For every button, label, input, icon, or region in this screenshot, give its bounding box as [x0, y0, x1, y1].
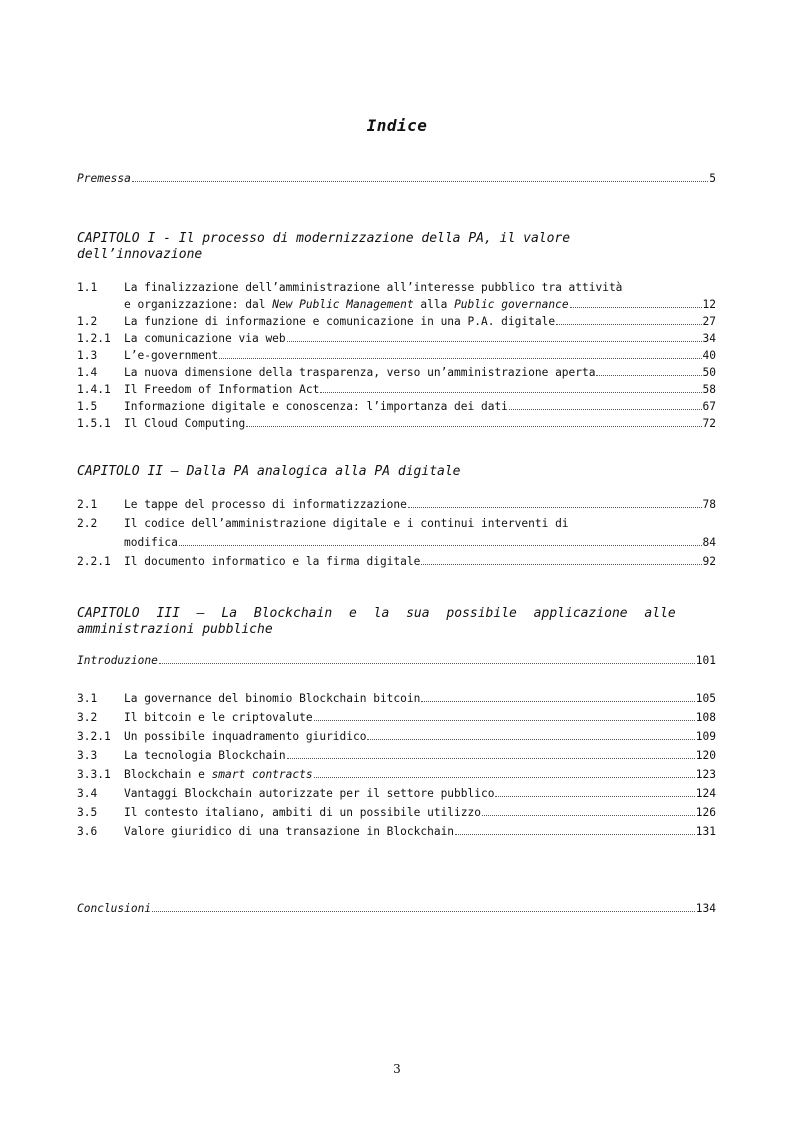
toc-number: 2.2 [77, 517, 98, 530]
toc-label: Conclusioni [77, 902, 152, 915]
dot-leader [320, 391, 701, 393]
toc-page: 58 [702, 383, 716, 396]
dot-leader [596, 374, 701, 376]
toc-entry-1-3[interactable] [77, 348, 716, 363]
dot-leader [570, 306, 702, 308]
toc-number: 1.2.1 [77, 332, 111, 345]
toc-page: 12 [702, 298, 716, 311]
toc-label: Un possibile inquadramento giuridico [124, 730, 367, 743]
toc-label: Premessa [77, 172, 131, 185]
toc-page: 131 [695, 825, 716, 838]
page-number: 3 [393, 1062, 401, 1076]
toc-entry-1-4[interactable] [77, 365, 716, 380]
toc-number: 1.4 [77, 366, 98, 379]
toc-number: 1.2 [77, 315, 98, 328]
toc-entry-1-2[interactable] [77, 314, 716, 329]
toc-page: 109 [695, 730, 716, 743]
toc-label: La nuova dimensione della trasparenza, verso un’amministrazione aperta [124, 366, 596, 379]
toc-label: Il codice dell’amministrazione digitale e i continui interventi di [124, 517, 569, 530]
toc-label: Il Freedom of Information Act [124, 383, 320, 396]
dot-leader [421, 700, 694, 702]
toc-number: 2.1 [77, 498, 98, 511]
toc-entry-3-4[interactable] [77, 786, 716, 801]
toc-entry-1-2-1[interactable] [77, 331, 716, 346]
toc-number: 1.4.1 [77, 383, 111, 396]
toc-entry-3-3-1[interactable] [77, 767, 716, 782]
toc-entry-1-5-1[interactable] [77, 416, 716, 431]
dot-leader [314, 719, 695, 721]
dot-leader [495, 795, 694, 797]
dot-leader [408, 506, 702, 508]
dot-leader [314, 776, 695, 778]
dot-leader [556, 323, 701, 325]
toc-label: Introduzione [77, 654, 158, 667]
toc-entry-3-1[interactable] [77, 691, 716, 706]
toc-number: 3.4 [77, 787, 98, 800]
toc-number: 3.2 [77, 711, 98, 724]
dot-leader [287, 757, 695, 759]
toc-entry-1-1[interactable] [77, 280, 716, 295]
toc-number: 1.5.1 [77, 417, 111, 430]
chapter-3-heading [77, 606, 716, 638]
toc-page: 124 [695, 787, 716, 800]
dot-leader [421, 563, 701, 565]
toc-page: 105 [695, 692, 716, 705]
toc-number: 3.6 [77, 825, 98, 838]
toc-page: 40 [702, 349, 716, 362]
toc-page: 72 [702, 417, 716, 430]
dot-leader [246, 425, 701, 427]
toc-page: 27 [702, 315, 716, 328]
toc-entry-3-2-1[interactable] [77, 729, 716, 744]
dot-leader [152, 910, 695, 912]
toc-number: 3.5 [77, 806, 98, 819]
toc-label: modifica [124, 536, 178, 549]
toc-entry-3-3[interactable] [77, 748, 716, 763]
toc-label: Il bitcoin e le criptovalute [124, 711, 313, 724]
toc-page: 120 [695, 749, 716, 762]
toc-page: 5 [709, 172, 716, 185]
toc-label: Vantaggi Blockchain autorizzate per il settore pubblico [124, 787, 495, 800]
toc-entry-2-2-1[interactable] [77, 554, 716, 569]
chapter-heading-line: dell’innovazione [77, 247, 203, 262]
toc-number: 3.3.1 [77, 768, 111, 781]
toc-page: 101 [695, 654, 716, 667]
toc-number: 3.3 [77, 749, 98, 762]
toc-entry-premessa[interactable] [77, 171, 716, 186]
toc-page: 67 [702, 400, 716, 413]
dot-leader [179, 544, 702, 546]
toc-label: Blockchain e smart contracts [124, 768, 313, 781]
toc-entry-1-1-cont[interactable] [77, 297, 716, 312]
toc-label: Il documento informatico e la firma digitale [124, 555, 421, 568]
toc-label: Il Cloud Computing [124, 417, 246, 430]
toc-number: 2.2.1 [77, 555, 111, 568]
dot-leader [509, 408, 702, 410]
toc-label: L’e-government [124, 349, 219, 362]
dot-leader [132, 180, 708, 182]
toc-label: La comunicazione via web [124, 332, 286, 345]
page-title: Indice [366, 116, 428, 135]
chapter-heading-line: CAPITOLO I - Il processo di modernizzazione della PA, il valore [77, 231, 571, 246]
toc-page: 84 [702, 536, 716, 549]
toc-entry-1-4-1[interactable] [77, 382, 716, 397]
toc-entry-2-2[interactable] [77, 516, 716, 531]
toc-page: 126 [695, 806, 716, 819]
dot-leader [287, 340, 702, 342]
toc-entry-3-5[interactable] [77, 805, 716, 820]
toc-label: Informazione digitale e conoscenza: l’importanza dei dati [124, 400, 508, 413]
toc-number: 1.5 [77, 400, 98, 413]
toc-number: 1.3 [77, 349, 98, 362]
chapter-1-heading [77, 231, 716, 263]
toc-page: 50 [702, 366, 716, 379]
toc-number: 3.2.1 [77, 730, 111, 743]
toc-number: 3.1 [77, 692, 98, 705]
toc-entry-introduzione[interactable] [77, 653, 716, 668]
toc-label: La governance del binomio Blockchain bitcoin [124, 692, 421, 705]
toc-entry-3-2[interactable] [77, 710, 716, 725]
toc-label: Le tappe del processo di informatizzazione [124, 498, 407, 511]
dot-leader [219, 357, 701, 359]
toc-label: La funzione di informazione e comunicazione in una P.A. digitale [124, 315, 556, 328]
toc-label: e organizzazione: dal New Public Management alla Public governance [124, 298, 569, 311]
toc-entry-3-6[interactable] [77, 824, 716, 839]
dot-leader [367, 738, 694, 740]
toc-page: 123 [695, 768, 716, 781]
toc-entry-2-1[interactable] [77, 497, 716, 512]
toc-entry-conclusioni[interactable] [77, 901, 716, 916]
toc-page: 92 [702, 555, 716, 568]
toc-page: 134 [695, 902, 716, 915]
toc-page: 78 [702, 498, 716, 511]
toc-entry-1-5[interactable] [77, 399, 716, 414]
toc-number: 1.1 [77, 281, 98, 294]
chapter-2-heading: CAPITOLO II – Dalla PA analogica alla PA digitale [77, 464, 461, 479]
toc-page: 34 [702, 332, 716, 345]
toc-label: La finalizzazione dell’amministrazione all’interesse pubblico tra attività [124, 281, 623, 294]
dot-leader [482, 814, 695, 816]
chapter-heading-line: amministrazioni pubbliche [77, 622, 273, 637]
toc-entry-2-2-cont[interactable] [77, 535, 716, 550]
toc-label: Valore giuridico di una transazione in Blockchain [124, 825, 455, 838]
dot-leader [159, 662, 695, 664]
chapter-heading-line: CAPITOLO III – La Blockchain e la sua possibile applicazione alle [77, 606, 676, 621]
dot-leader [455, 833, 695, 835]
toc-label: Il contesto italiano, ambiti di un possibile utilizzo [124, 806, 481, 819]
toc-page: 108 [695, 711, 716, 724]
toc-label: La tecnologia Blockchain [124, 749, 286, 762]
